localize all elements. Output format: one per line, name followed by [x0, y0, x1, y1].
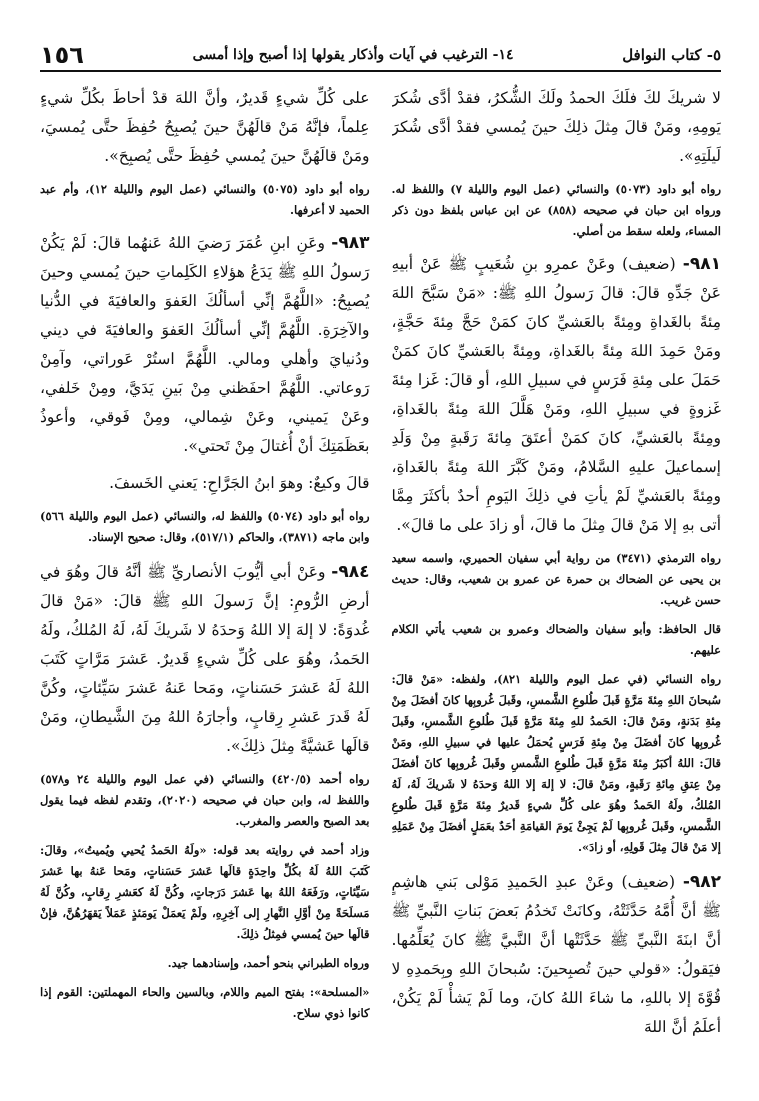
text-columns — [40, 84, 721, 1091]
continuation-text: لا شريكَ لكَ فلَكَ الحمدُ ولَكَ الشُّكرُ، فقدْ أدَّى شُكرَ يَومِهِ، ومَنْ قالَ مِثلَ ذلِكَ حينَ يُمسي فقدْ أدَّى شُكرَ لَيلَتِهِ». — [391, 89, 721, 165]
source-note: رواه الترمذي (٣٤٧١) من رواية أبي سفيان الحميري، واسمه سعيد بن يحيى عن الضحاك بن حمرة عن عمرو بن شعيب، وقال: حديث حسن غريب. — [391, 551, 721, 607]
left-column — [40, 84, 370, 1091]
source-note: رواه أبو داود (٥٠٧٣) والنسائي (عمل اليوم والليلة ٧) واللفظ له. ورواه ابن حبان في صحيحه (٨٥٨) عن ابن عباس بلفظ دون ذكر المساء، ولعله سقط من أصلي. — [391, 182, 721, 238]
hadith-981 — [392, 250, 722, 858]
source-note: رواه أبو داود (٥٠٧٤) واللفظ له، والنسائي (عمل اليوم والليلة ٥٦٦) وابن ماجه (٣٨٧١)، والحاكم (٥١٧/١)، وقال: صحيح الإسناد. — [40, 509, 370, 544]
waki-comment: قالَ وكيعٌ: وهوَ ابنُ الجَرَّاحِ: يَعني الخَسفَ. — [109, 474, 370, 492]
hadith-984 — [40, 558, 370, 1024]
chapter-title: ٥- كتاب النوافل — [622, 46, 721, 64]
source-note: رواه أبو داود (٥٠٧٥) والنسائي (عمل اليوم والليلة ١٢)، وأم عبد الحميد لا أعرفها. — [40, 182, 370, 217]
nasai-note: رواه النسائي (في عمل اليوم والليلة ٨٢١)، ولفظه: «مَنْ قالَ: سُبحانَ اللهِ مِئةَ مَرَّةٍ قَبلَ طُلوعِ الشَّمسِ، وقَبلَ غُروبِها كانَ أفضَلَ مِنْ مِئةِ بَدَنةٍ، ومَنْ قالَ: الحَمدُ للهِ مِئةَ مَرَّةٍ قَبلَ طُلوعِ الشَّمسِ، وقَبلَ غُروبِها كانَ أفضَلَ مِنْ مِئةِ فَرَسٍ يُحمَلُ عليها في سبيلِ اللهِ، ومَنْ قالَ: اللهُ أكبَرُ مِئةَ مَرَّةٍ قَبلَ طُلوعِ الشَّمسِ وقَبلَ غُروبِها كانَ أفضَلَ مِنْ عِتقِ مِائةِ رَقَبةٍ، ومَنْ قالَ: لا إلهَ إلا اللهُ وَحدَهُ لا شَريكَ لَهُ، لَهُ المُلكُ، ولَهُ الحَمدُ وهُوَ على كُلِّ شيءٍ قَديرٌ مِئةَ مَرَّةٍ قَبلَ طُلوعِ الشَّمسِ، وقَبلَ غُروبِها لَمْ يَجِئْ يَومَ القيامَةِ أحَدٌ بعَمَلٍ أفضَلَ مِنْ عَمَلِهِ إلا مَنْ قالَ مِثلَ قَولِهِ، أو زادَ». — [391, 672, 721, 854]
hadith-number: ٩٨٤- — [331, 562, 370, 582]
hadith-text: وعَنِ ابنِ عُمَرَ رَضيَ اللهُ عَنهُما قالَ: لَمْ يَكُنْ رَسولُ اللهِ ﷺ يَدَعُ هؤلاءِ الكَلِماتِ حينَ يُمسي وحينَ يُصبِحُ: «اللَّهُمَّ إنِّي أسألُكَ العَفوَ والعافيَةَ في الدُّنيا والآخِرَةِ. اللَّهُمَّ إنِّي أسألُكَ العَفوَ والعافيَةَ في ديني ودُنيايَ وأهلي ومالي. اللَّهُمَّ استُرْ عَوراتي، وآمِنْ رَوعاتي. اللَّهُمَّ احفَظني مِنْ بَينِ يَدَيَّ، ومِنْ خَلفي، وعَنْ يَميني، وعَنْ شِمالي، ومِنْ فَوقي، وأعوذُ بعَظَمَتِكَ أنْ أُغتالَ مِنْ تَحتي». — [40, 234, 370, 455]
tabarani-note: ورواه الطبراني بنحو أحمد، وإسنادهما جيد. — [167, 956, 370, 970]
source-note: رواه أحمد (٤٢٠/٥) والنسائي (في عمل اليوم والليلة ٢٤ و٥٧٨) واللفظ له، وابن حبان في صحيحه (٢٠٢٠)، وتقدم لفظه فيما يقول بعد الصبح والعصر والمغرب. — [40, 772, 370, 828]
hadith-983 — [40, 229, 370, 548]
page-number: ١٥٦ — [40, 41, 84, 69]
hadith-number: ٩٨٣- — [331, 233, 370, 253]
hadith-text: (ضعيف) وعَنْ عبدِ الحَميدِ مَوْلى بَني هاشِمٍ ﷺ أنَّ أُمَّهُ حَدَّثَتْهُ، وكانَتْ تَخدُمُ بَعضَ بَناتِ النَّبيِّ ﷺ أنَّ ابنَةَ النَّبيِّ ﷺ حَدَّثَتْها أنَّ النَّبيَّ ﷺ كانَ يُعَلِّمُها. فيَقولُ: «قولي حينَ تُصبِحينَ: سُبحانَ اللهِ وبِحَمدِهِ لا قُوَّةَ إلا باللهِ، ما شاءَ اللهُ كانَ، وما لَمْ يَشأْ لَمْ يَكُنْ، أعلَمُ أنَّ اللهَ — [391, 873, 721, 1036]
hadith-text: (ضعيف) وعَنْ عمرِو بنِ شُعَيبٍ ﷺ عَنْ أبيهِ عَنْ جَدِّهِ قالَ: قالَ رَسولُ اللهِ ﷺ: «مَنْ سَبَّحَ اللهَ مِئةً بالغَداةِ ومِئةً بالعَشيِّ كانَ كمَنْ حَجَّ مِئةَ حَجَّةٍ، ومَنْ حَمِدَ اللهَ مِئةً بالغَداةِ، ومِئةً بالعَشيِّ كانَ كمَنْ حَمَلَ على مِئةِ فَرَسٍ في سبيلِ اللهِ، أو قالَ: غَزا مِئةَ غَزوةٍ في سبيلِ اللهِ، ومَنْ هَلَّلَ اللهَ مِئةً بالغَداةِ، ومِئةً بالعَشيِّ، كانَ كمَنْ أعتَقَ مِائةَ رَقَبةٍ مِنْ وَلَدِ إسماعيلَ عليهِ السَّلامُ، ومَنْ كَبَّرَ اللهَ مِئةً بالغَداةِ، ومِئةً بالعَشيِّ لَمْ يأتِ في ذلِكَ اليَومِ أحدٌ بأكثَرَ مِمَّا أتى بهِ إلا مَنْ قالَ مِثلَ ما قالَ، أو زادَ على ما قالَ». — [391, 255, 721, 534]
hadith-number: ٩٨١- — [682, 254, 721, 274]
continuation-text: على كُلِّ شيءٍ قَديرٌ، وأنَّ اللهَ قدْ أحاطَ بكُلِّ شيءٍ عِلماً، فإنَّهُ مَنْ قالَهُنَّ حينَ يُصبِحُ حُفِظَ حتَّى يُمسيَ، ومَنْ قالَهُنَّ حينَ يُمسي حُفِظَ حتَّى يُصبِحَ». — [40, 89, 370, 165]
hadith-text: وعَنْ أبي أيُّوبَ الأنصاريِّ ﷺ أنَّهُ قالَ وهُوَ في أرضِ الرُّومِ: إنَّ رَسولَ اللهِ ﷺ قالَ: «مَنْ قالَ غُدوَةً: لا إلهَ إلا اللهُ وَحدَهُ لا شَريكَ لَهُ، لَهُ المُلكُ، ولَهُ الحَمدُ، وهُوَ على كُلِّ شيءٍ قَديرٌ. عَشرَ مَرَّاتٍ كَتَبَ اللهُ لَهُ عَشرَ حَسَناتٍ، ومَحا عَنهُ عَشرَ سَيِّئاتٍ، وكُنَّ لَهُ قَدرَ عَشرِ رِقابٍ، وأجارَهُ اللهُ مِنَ الشَّيطانِ، ومَنْ قالَها عَشيَّةً مِثلَ ذلِكَ». — [40, 563, 370, 755]
ahmad-addition-note: وزاد أحمد في روايته بعد قوله: «ولَهُ الحَمدُ يُحيي ويُميتُ»، وقالَ: كَتَبَ اللهُ لَهُ بكُلِّ واحِدَةٍ قالَها عَشرَ حَسَناتٍ، ومَحا عَنهُ بها عَشرَ سَيِّئاتٍ، ورَفَعَهُ اللهُ بها عَشرَ دَرَجاتٍ، وكُنَّ لَهُ كعَشرِ رِقابٍ، وكُنَّ لَهُ مَسلَحَةً مِنْ أوَّلِ النَّهارِ إلى آخِرِهِ، ولَمْ يَعمَلْ يَومَئذٍ عَمَلاً يَقهَرُهُنَّ، فإنْ قالَها حينَ يُمسي فمِثلُ ذلِكَ. — [40, 843, 370, 941]
page-header — [40, 40, 721, 72]
glossary-note: «المسلحة»: بفتح الميم واللام، وبالسين والحاء المهملتين: القوم إذا كانوا ذوي سلاح. — [40, 985, 370, 1020]
hadith-982 — [392, 868, 722, 1042]
section-title: ١٤- الترغيب في آيات وأذكار يقولها إذا أصبح وإذا أمسى — [192, 47, 514, 63]
right-column — [392, 84, 722, 1091]
hadith-number: ٩٨٢- — [682, 872, 721, 892]
hafiz-note: قال الحافظ: وأبو سفيان والضحاك وعمرو بن شعيب يأتي الكلام عليهم. — [391, 622, 721, 657]
